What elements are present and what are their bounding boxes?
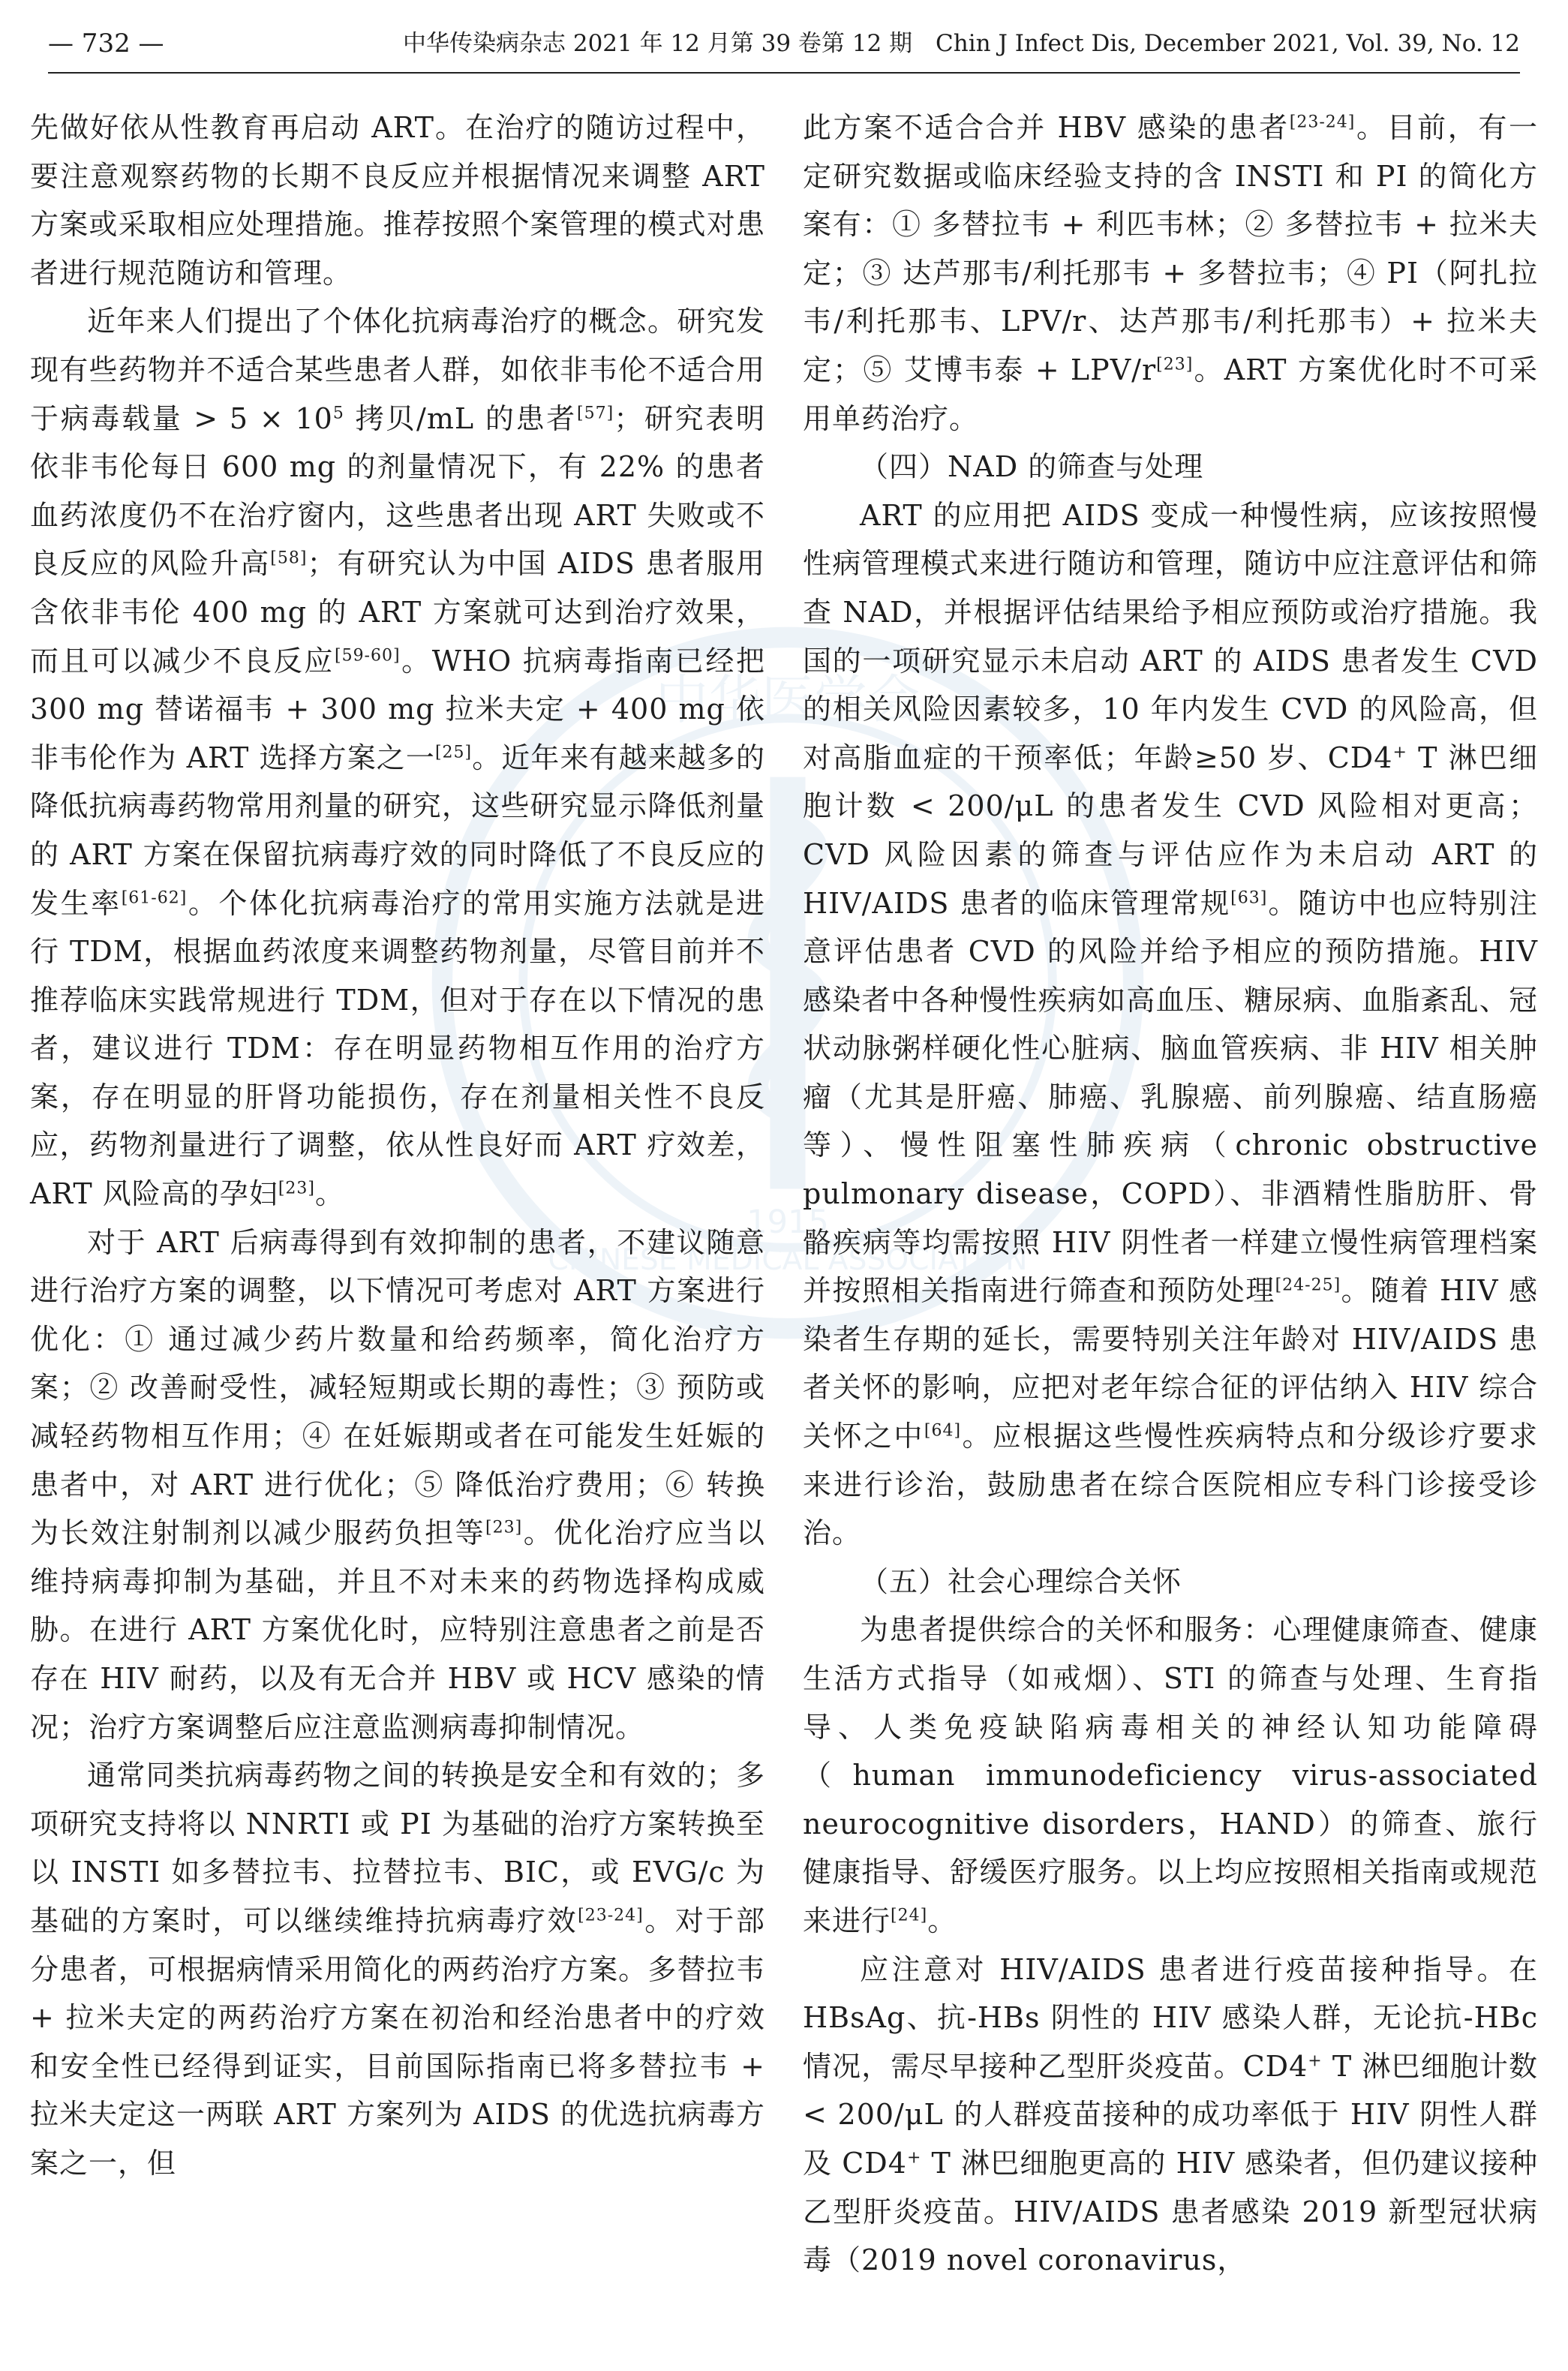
citation: [23-24] <box>578 1906 644 1925</box>
citation: [61-62] <box>121 888 188 907</box>
page-header <box>48 21 1520 66</box>
citation: [24] <box>891 1906 928 1925</box>
citation: [64] <box>924 1421 962 1441</box>
watermark-year: 1915 <box>746 1204 829 1242</box>
watermark-text-top: 中华医学会 <box>655 669 921 732</box>
section-heading-psychosocial: （五）社会心理综合关怀 <box>860 1564 1182 1598</box>
citation: [63] <box>1230 888 1268 907</box>
left-paragraph-3: 对于 ART 后病毒得到有效抑制的患者，不建议随意进行治疗方案的调整，以下情况可考虑对 ART 方案进行优化：① 通过减少药片数量和给药频率，简化治疗方案；② 改善耐受性，减轻短期或长期的毒性；③ 预防或减轻药物相互作用；④ 在妊娠期或者在可能发生妊娠的患者中，对 ART 进行优化；⑤ 降低治疗费用；⑥ 转换为长效注射制剂以减少服药负担等[23]。优化治疗应当以维持病毒抑制为基础，并且不对未来的药物选择构成威胁。在进行 ART 方案优化时，应特别注意患者之前是否存在 HIV 耐药，以及有无合并 HBV 或 HCV 感染的情况；治疗方案调整后应注意监测病毒抑制情况。 <box>30 1225 765 1744</box>
left-column <box>30 104 765 2188</box>
left-paragraph-1: 先做好依从性教育再启动 ART。在治疗的随访过程中，要注意观察药物的长期不良反应并根据情况来调整 ART 方案或采取相应处理措施。推荐按照个案管理的模式对患者进行规范随访和管理。 <box>30 111 765 290</box>
citation: [25] <box>434 743 473 762</box>
citation: [57] <box>577 403 614 422</box>
left-paragraph-2: 近年来人们提出了个体化抗病毒治疗的概念。研究发现有些药物并不适合某些患者人群，如依非韦伦不适合用于病毒载量 > $5 \times 10^5$ 拷贝/mL 的患者[57]；研究表明依非韦伦每日 600 mg 的剂量情况下，有 22% 的患者血药浓度仍不在治疗窗内，这些患者出现 ART 失败或不良反应的风险升高[58]；有研究认为中国 AIDS 患者服用含依非韦伦 400 mg 的 ART 方案就可达到治疗效果，而且可以减少不良反应[59-60]。WHO 抗病毒指南已经把 300 mg 替诺福韦 + 300 mg 拉米夫定 + 400 mg 依非韦伦作为 ART 选择方案之一[25]。近年来有越来越多的降低抗病毒药物常用剂量的研究，这些研究显示降低剂量的 ART 方案在保留抗病毒疗效的同时降低了不良反应的发生率[61-62]。个体化抗病毒治疗的常用实施方法就是进行 TDM，根据血药浓度来调整药物剂量，尽管目前并不推荐临床实践常规进行 TDM，但对于存在以下情况的患者，建议进行 TDM：存在明显药物相互作用的治疗方案，存在明显的肝肾功能损伤，存在剂量相关性不良反应，药物剂量进行了调整，依从性良好而 ART 疗效差，ART 风险高的孕妇[23]。 <box>30 305 765 1211</box>
page-number: — 732 — <box>48 29 164 59</box>
citation: [23-24] <box>1289 113 1356 132</box>
right-paragraph-3: 为患者提供综合的关怀和服务：心理健康筛查、健康生活方式指导（如戒烟）、STI 的筛查与处理、生育指导、人类免疫缺陷病毒相关的神经认知功能障碍（human immunodeficiency virus-associated neurocognitive disorders，HAND）的筛查、旅行健康指导、舒缓医疗服务。以上均应按照相关指南或规范来进行[24]。 <box>803 1613 1538 1937</box>
section-heading-nad: （四）NAD 的筛查与处理 <box>860 450 1204 484</box>
right-paragraph-4: 应注意对 HIV/AIDS 患者进行疫苗接种指导。在 HBsAg、抗-HBs 阴性的 HIV 感染人群，无论抗-HBc 情况，需尽早接种乙型肝炎疫苗。CD4+ T 淋巴细胞计数 < 200/μL 的人群疫苗接种的成功率低于 HIV 阴性人群及 CD4+ T 淋巴细胞更高的 HIV 感染者，但仍建议接种乙型肝炎疫苗。HIV/AIDS 患者感染 2019 新型冠状病毒（2019 novel coronavirus， <box>803 1952 1538 2277</box>
citation: [23] <box>485 1518 523 1537</box>
citation: [24-25] <box>1275 1276 1341 1295</box>
right-paragraph-1: 此方案不适合合并 HBV 感染的患者[23-24]。目前，有一定研究数据或临床经验支持的含 INSTI 和 PI 的简化方案有：① 多替拉韦 + 利匹韦林；② 多替拉韦 + 拉米夫定；③ 达芦那韦/利托那韦 + 多替拉韦；④ PI（阿扎拉韦/利托那韦、LPV/r、达芦那韦/利托那韦）+ 拉米夫定；⑤ 艾博韦泰 + LPV/r[23]。ART 方案优化时不可采用单药治疗。 <box>803 111 1538 435</box>
header-rule <box>48 72 1520 74</box>
left-paragraph-4: 通常同类抗病毒药物之间的转换是安全和有效的；多项研究支持将以 NNRTI 或 PI 为基础的治疗方案转换至以 INSTI 如多替拉韦、拉替拉韦、BIC，或 EVG/c 为基础的方案时，可以继续维持抗病毒疗效[23-24]。对于部分患者，可根据病情采用简化的两药治疗方案。多替拉韦 + 拉米夫定的两药治疗方案在初治和经治患者中的疗效和安全性已经得到证实，目前国际指南已将多替拉韦 + 拉米夫定这一两联 ART 方案列为 AIDS 的优选抗病毒方案之一，但 <box>30 1759 766 2180</box>
citation: [58] <box>270 548 308 568</box>
citation: [23] <box>278 1179 315 1198</box>
right-paragraph-2: ART 的应用把 AIDS 变成一种慢性病，应该按照慢性病管理模式来进行随访和管理，随访中应注意评估和筛查 NAD，并根据评估结果给予相应预防或治疗措施。我国的一项研究显示未启动 ART 的 AIDS 患者发生 CVD 的相关风险因素较多，10 年内发生 CVD 的风险高，但对高脂血症的干预率低；年龄≥50 岁、CD4+ T 淋巴细胞计数 < 200/μL 的患者发生 CVD 风险相对更高；CVD 风险因素的筛查与评估应作为未启动 ART 的 HIV/AIDS 患者的临床管理常规[63]。随访中也应特别注意评估患者 CVD 的风险并给予相应的预防措施。HIV 感染者中各种慢性疾病如高血压、糖尿病、血脂紊乱、冠状动脉粥样硬化性心脏病、脑血管疾病、非 HIV 相关肿瘤（尤其是肝癌、肺癌、乳腺癌、前列腺癌、结直肠癌等）、慢性阻塞性肺疾病（chronic obstructive pulmonary disease，COPD）、非酒精性脂肪肝、骨骼疾病等均需按照 HIV 阴性者一样建立慢性病管理档案并按照相关指南进行筛查和预防处理[24-25]。随着 HIV 感染者生存期的延长，需要特别关注年龄对 HIV/AIDS 患者关怀的影响，应把对老年综合征的评估纳入 HIV 综合关怀之中[64]。应根据这些慢性疾病特点和分级诊疗要求来进行诊治，鼓励患者在综合医院相应专科门诊接受诊治。 <box>803 498 1538 1550</box>
citation: [23] <box>1156 355 1194 374</box>
journal-citation: 中华传染病杂志 2021 年 12 月第 39 卷第 12 期 Chin J Infect Dis, December 2021, Vol. 39, No. 12 <box>403 30 1520 57</box>
watermark-text-bottom: CHINESE MEDICAL ASSOCIATION <box>548 1243 1028 1278</box>
citation: [59-60] <box>334 645 401 665</box>
right-column <box>803 104 1538 2285</box>
